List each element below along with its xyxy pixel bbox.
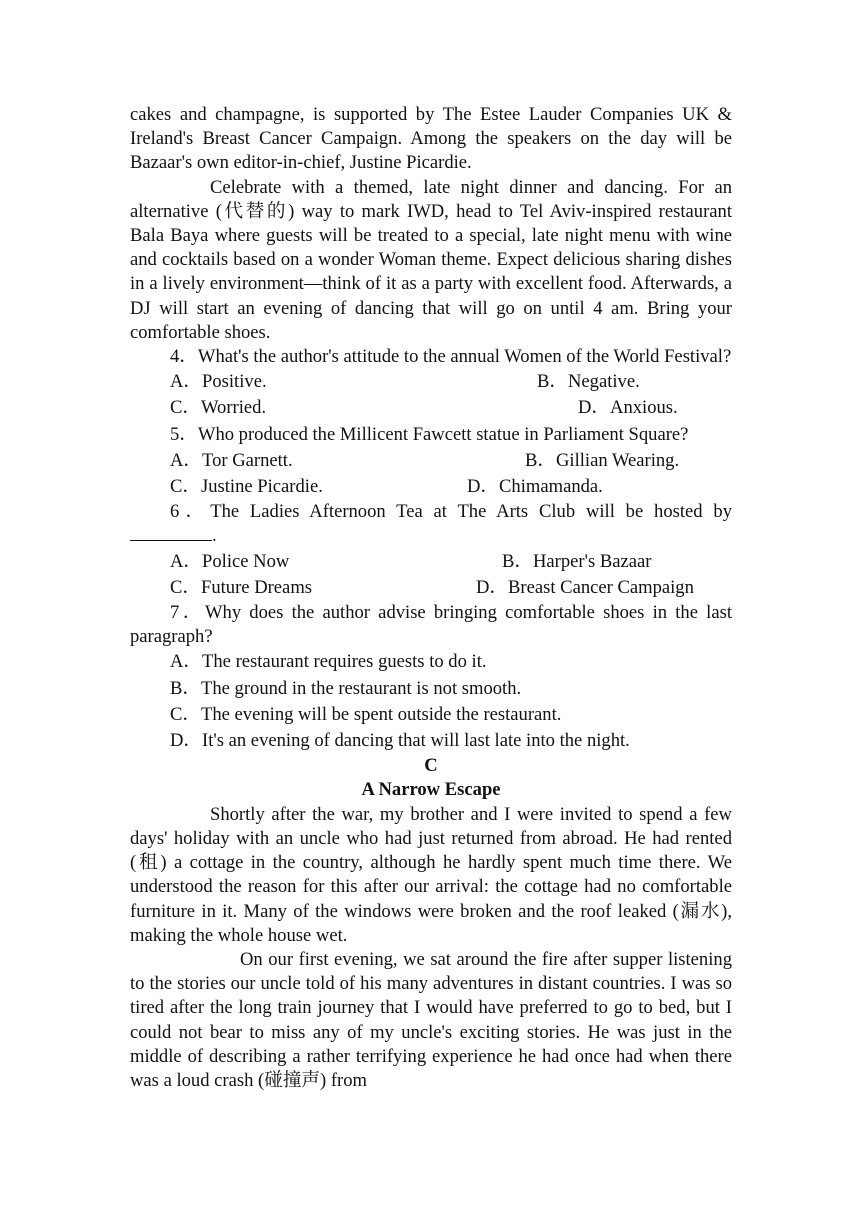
question-4-options-row-1	[130, 369, 732, 395]
passage-title: A Narrow Escape	[361, 779, 501, 801]
question-7-option-d[interactable]: D．It's an evening of dancing that will last late into the night.	[170, 730, 630, 752]
question-5-option-d[interactable]: D．Chimamanda.	[467, 476, 603, 498]
section-letter: C	[424, 755, 438, 777]
question-6-option-d[interactable]: D．Breast Cancer Campaign	[476, 576, 694, 598]
question-6-options-row-2	[130, 575, 732, 601]
question-6-option-a[interactable]: A．Police Now	[170, 550, 290, 572]
passage-b-paragraph-2: Celebrate with a themed, late night dinner and dancing. For an alternative (代替的) way to mark IWD, head to Tel Aviv-inspired restaurant Bala Baya where guests will be treated to a special, late night menu with wine and cocktails based on a wonder Woman theme. Expect delicious sharing dishes in a lively environment—think of it as a party with excellent food. Afterwards, a DJ will start an evening of dancing that will go on until 4 am. Bring your comfortable shoes.	[130, 176, 732, 343]
passage-c-paragraph-2: On our first evening, we sat around the fire after supper listening to the stories our uncle told of his many adventures in distant countries. I was so tired after the long train journey that I would have preferred to go to bed, but I could not bear to miss any of my uncle's exciting stories. He was just in the middle of describing a rather terrifying experience he had once had when there was a loud crash (碰撞声) from	[130, 948, 732, 1091]
question-6-stem	[130, 500, 732, 548]
question-6-answer-blank	[130, 526, 212, 541]
question-7-option-a[interactable]: A．The restaurant requires guests to do it.	[170, 651, 487, 673]
passage-b-paragraph-1-tail: cakes and champagne, is supported by The Estee Lauder Companies UK & Ireland's Breast Cancer Campaign. Among the speakers on the day will be Bazaar's own editor-in-chief, Justine Picardie.	[130, 104, 732, 174]
question-5-stem: 5．Who produced the Millicent Fawcett statue in Parliament Square?	[170, 423, 689, 445]
question-4-options-row-2	[130, 395, 732, 421]
question-4-option-a[interactable]: A．Positive.	[170, 371, 267, 393]
question-6-stem-period: .	[212, 525, 217, 547]
question-4-option-b[interactable]: B．Negative.	[537, 371, 640, 393]
passage-c-paragraph-1: Shortly after the war, my brother and I were invited to spend a few days' holiday with an uncle who had just returned from abroad. He had rented (租) a cottage in the country, although he hardly spent much time there. We understood the reason for this after our arrival: the cottage had no comfortable furniture in it. Many of the windows were broken and the roof leaked (漏水), making the whole house wet.	[130, 803, 732, 946]
question-7-stem: 7．Why does the author advise bringing comfortable shoes in the last paragraph?	[130, 602, 732, 648]
question-5-option-a[interactable]: A．Tor Garnett.	[170, 449, 293, 471]
question-4-option-d[interactable]: D．Anxious.	[578, 397, 678, 419]
document-page	[130, 103, 732, 1093]
question-5-options-row-2	[130, 474, 732, 500]
question-7-option-c[interactable]: C．The evening will be spent outside the restaurant.	[170, 703, 562, 725]
question-7-option-b[interactable]: B．The ground in the restaurant is not smooth.	[170, 677, 522, 699]
question-6-options-row-1	[130, 549, 732, 575]
question-5-option-c[interactable]: C．Justine Picardie.	[170, 476, 323, 498]
question-5-options-row-1	[130, 448, 732, 474]
question-4-option-c[interactable]: C．Worried.	[170, 397, 267, 419]
question-6-stem-text: 6．The Ladies Afternoon Tea at The Arts Club will be hosted by	[170, 501, 732, 523]
question-6-option-c[interactable]: C．Future Dreams	[170, 576, 313, 598]
question-6-option-b[interactable]: B．Harper's Bazaar	[502, 550, 652, 572]
question-5-option-b[interactable]: B．Gillian Wearing.	[525, 449, 680, 471]
question-4-stem: 4．What's the author's attitude to the annual Women of the World Festival?	[170, 346, 732, 368]
